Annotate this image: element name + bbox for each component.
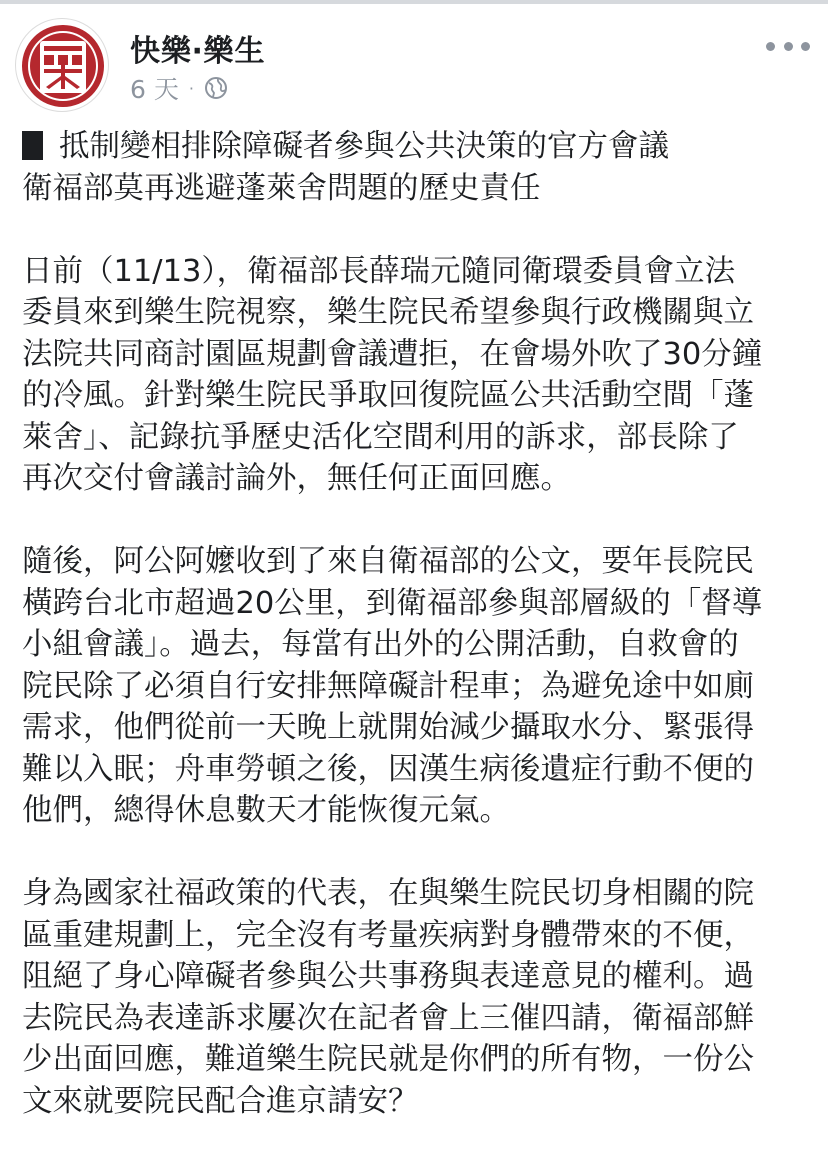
post-meta <box>130 72 228 104</box>
meta-separator: · <box>188 78 194 98</box>
losheng-logo-icon <box>16 19 109 112</box>
page-name[interactable]: 快樂‧樂生 <box>130 34 266 69</box>
post-paragraph-2: 隨後，阿公阿嬤收到了來自衛福部的公文，要年長院民 橫跨台北市超過20公里，到衛福部參與部層級的「督導 小組會議」。過去，每當有出外的公開活動，自救會的 院民除了必須自行安排無障礙計程車；為避免途中如廁 需求，他們從前一天晚上就開始減少攝取水分、緊張得 難以入眠；舟車勞頓之後，因漢生病後遺症行動不便的 他們，總得休息數天才能恢復元氣。 <box>22 544 763 828</box>
post-time[interactable]: 6 天 <box>130 75 179 104</box>
post-paragraph-3: 身為國家社福政策的代表，在與樂生院民切身相關的院 區重建規劃上，完全沒有考量疾病對身體帶來的不便， 阻絕了身心障礙者參與公共事務與表達意見的權利。過 去院民為表達訴求屢次在記者會上三催四請，衛福部鮮 少出面回應，難道樂生院民就是你們的所有物，一份公 文來就要院民配合進京請安？ <box>22 876 754 1119</box>
avatar[interactable] <box>15 18 109 112</box>
black-square-icon <box>22 131 43 160</box>
post-title-line2: 衛福部莫再逃避蓬萊舍問題的歷史責任 <box>22 170 541 206</box>
post-paragraph-1: 日前（11/13），衛福部長薛瑞元隨同衛環委員會立法 委員來到樂生院視察，樂生院民希望參與行政機關與立 法院共同商討園區規劃會議遭拒，在會場外吹了30分鐘 的冷風。針對樂生院民爭取回復院區公共活動空間「蓬 萊舍」、記錄抗爭歷史活化空間利用的訴求，部長除了 再次交付會議討論外，無任何正面回應。 <box>22 253 763 496</box>
more-options-icon[interactable] <box>766 34 810 58</box>
post-header <box>0 4 828 116</box>
post-body <box>22 126 812 1122</box>
globe-icon <box>204 76 228 100</box>
post-title <box>22 126 812 209</box>
post-title-line1: 抵制變相排除障礙者參與公共決策的官方會議 <box>59 129 669 164</box>
